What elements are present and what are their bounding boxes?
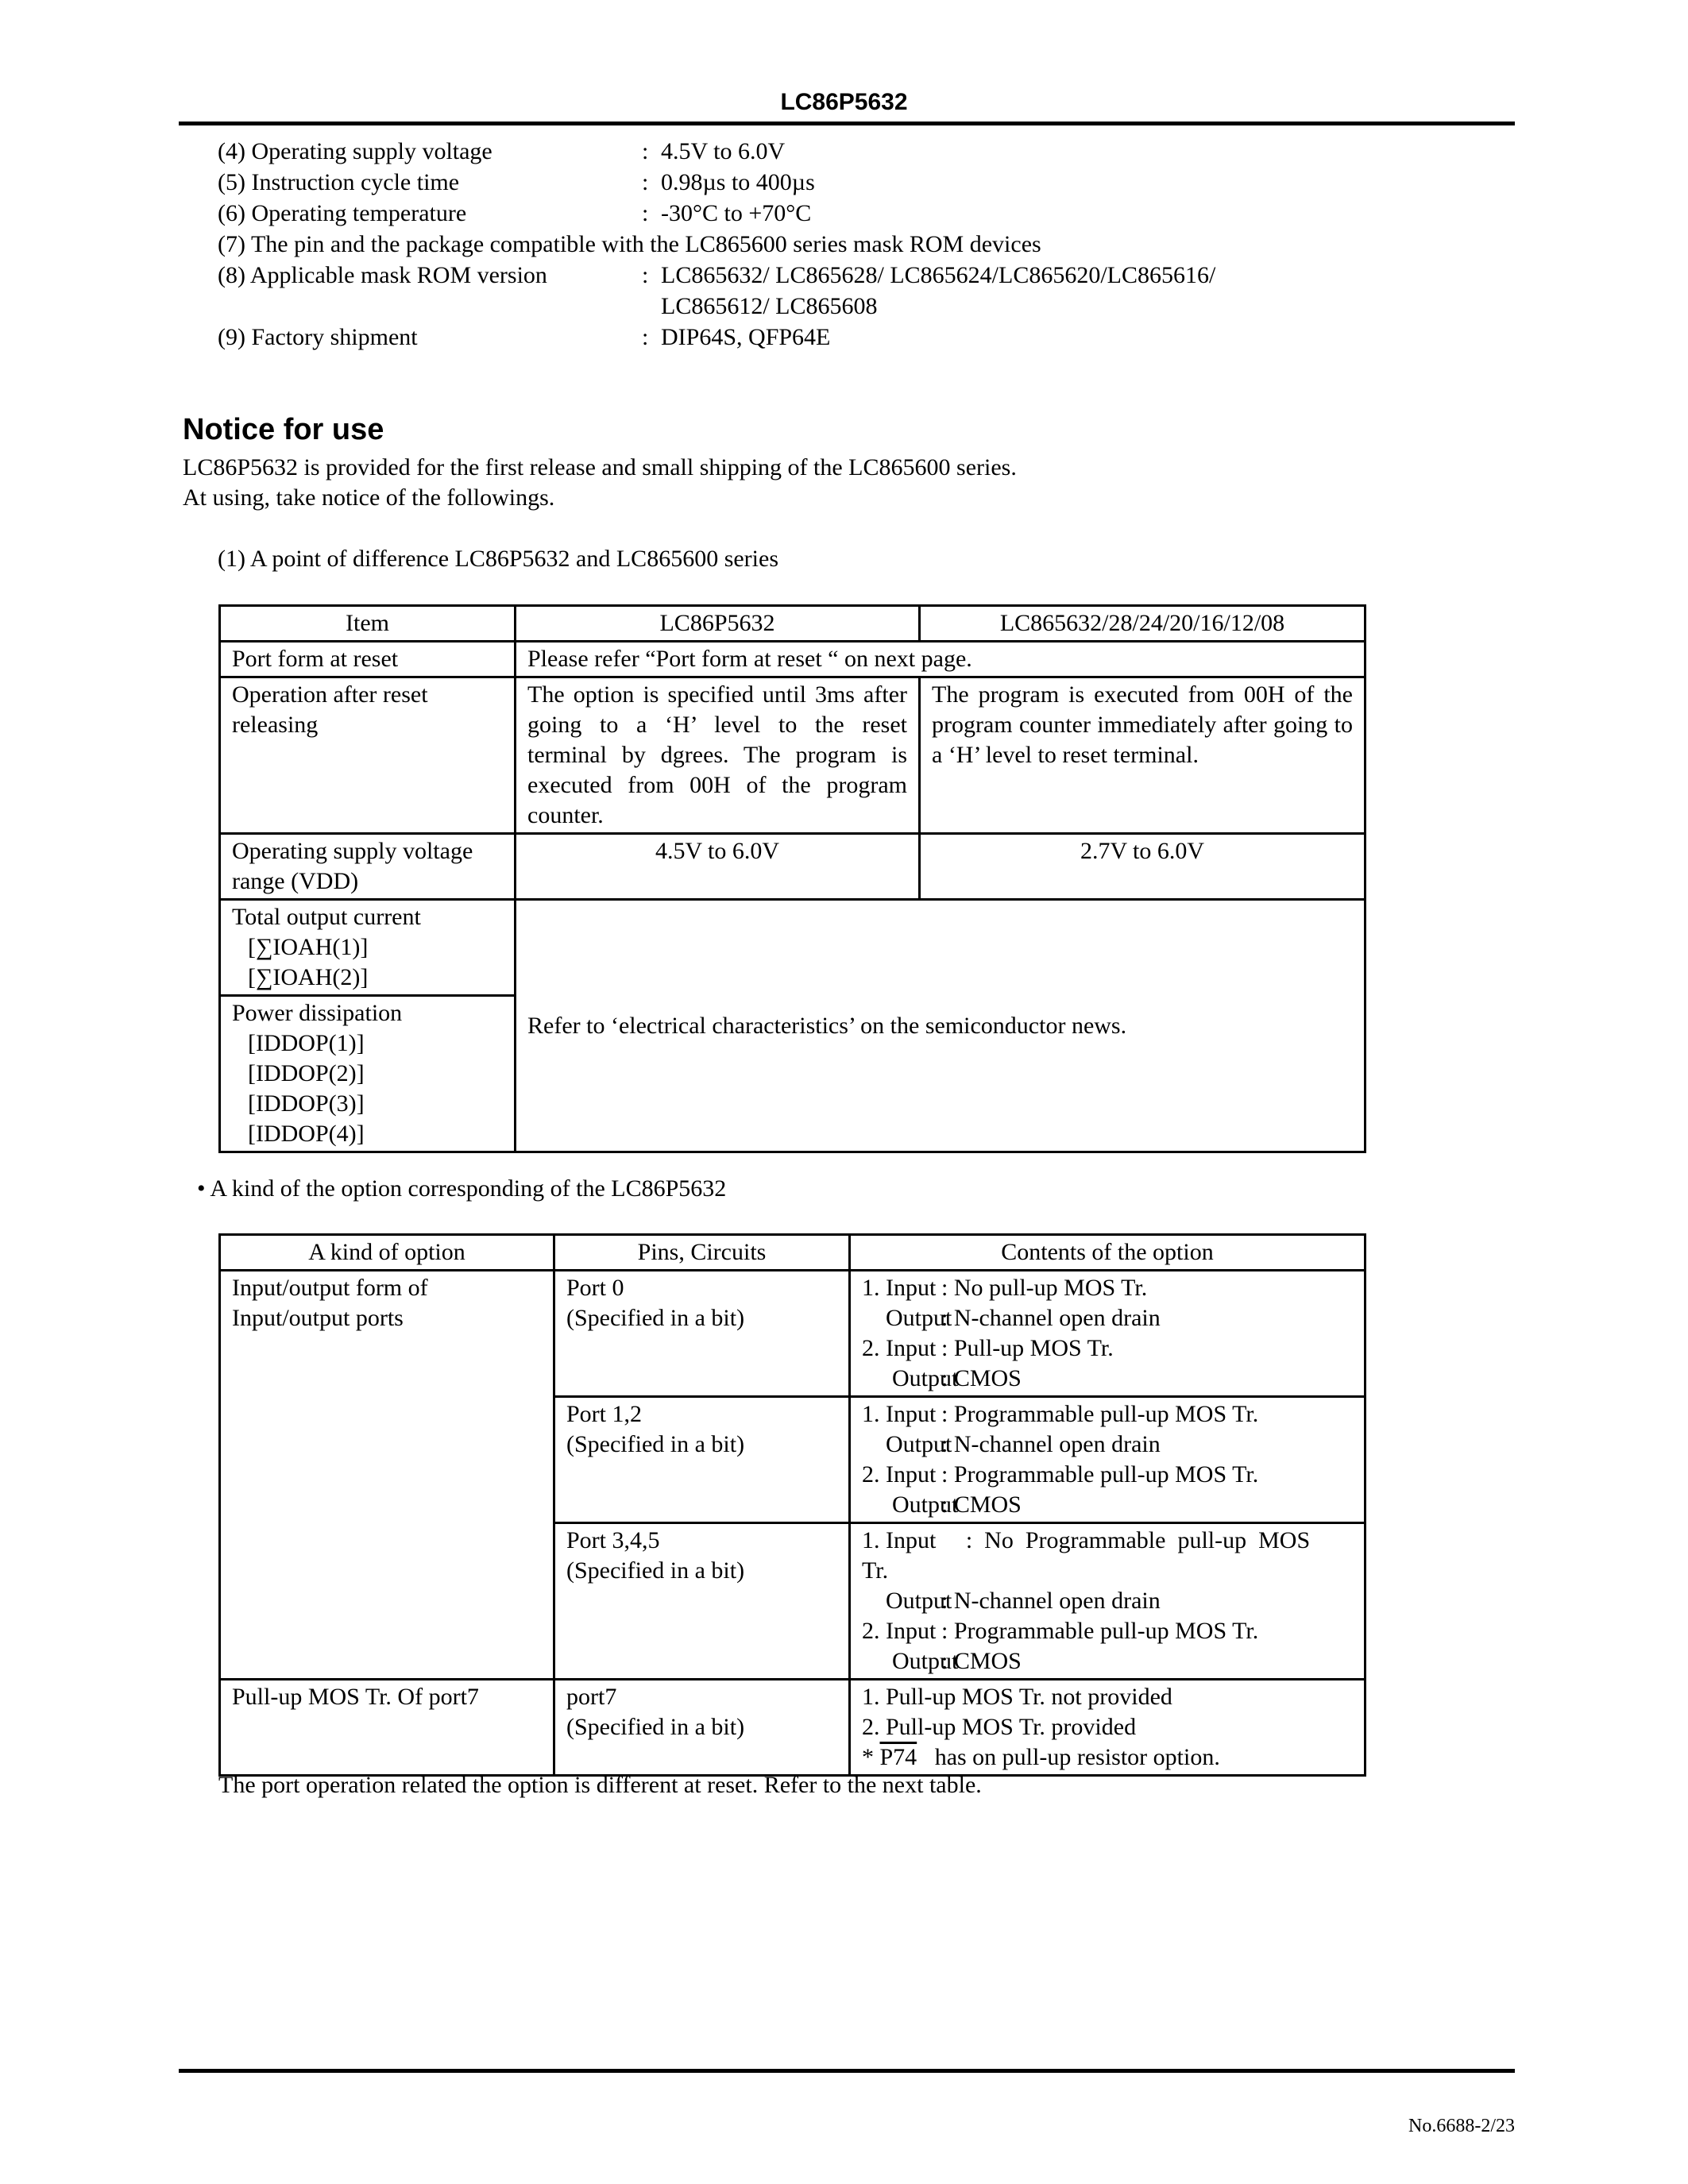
row-item-sub: [IDDOP(3)] bbox=[248, 1090, 365, 1117]
option-value: : CMOS bbox=[941, 1648, 1022, 1674]
row-item-sub: [∑IOAH(2)] bbox=[248, 964, 369, 990]
option-contents bbox=[850, 1397, 1365, 1523]
option-note bbox=[862, 1742, 1353, 1773]
mask-value: 2.7V to 6.0V bbox=[920, 834, 1365, 900]
table-row bbox=[220, 677, 1365, 834]
spec-value: 4.5V to 6.0V bbox=[661, 138, 786, 164]
pin-spec: (Specified in a bit) bbox=[566, 1557, 745, 1584]
option-value: : N-channel open drain bbox=[941, 1431, 1161, 1457]
row-item bbox=[220, 677, 516, 834]
option-value: : N-channel open drain bbox=[941, 1588, 1161, 1614]
option-line bbox=[862, 1646, 1353, 1677]
option-key: Output bbox=[886, 1305, 952, 1331]
option-line: 1. Input : No Programmable pull-up MOS bbox=[862, 1527, 1311, 1553]
notice-heading: Notice for use bbox=[183, 413, 384, 446]
column-header: A kind of option bbox=[220, 1235, 554, 1271]
pin-cell bbox=[554, 1397, 850, 1523]
option-key: 1. Input bbox=[862, 1401, 937, 1427]
option-kind-line: Input/output ports bbox=[232, 1305, 404, 1331]
footer-note: The port operation related the option is different at reset. Refer to the next table. bbox=[218, 1772, 982, 1798]
table-header-row bbox=[220, 1235, 1365, 1271]
spec-colon: : bbox=[642, 138, 649, 164]
column-header: LC86P5632 bbox=[516, 606, 920, 642]
option-kind-line: Input/output form of bbox=[232, 1275, 428, 1301]
pin-cell bbox=[554, 1523, 850, 1680]
option-line bbox=[862, 1273, 1353, 1303]
pin-spec: (Specified in a bit) bbox=[566, 1714, 745, 1740]
row-item-line: Total output current bbox=[232, 904, 421, 930]
column-header: Item bbox=[220, 606, 516, 642]
pin-name: Port 3,4,5 bbox=[566, 1527, 660, 1553]
pin-name: Port 1,2 bbox=[566, 1401, 643, 1427]
option-key: Output bbox=[892, 1648, 959, 1674]
pin-spec: (Specified in a bit) bbox=[566, 1305, 745, 1331]
spec-value: LC865632/ LC865628/ LC865624/LC865620/LC865616/ bbox=[661, 262, 1216, 288]
pin-cell bbox=[554, 1271, 850, 1397]
spec-item bbox=[218, 291, 1489, 322]
spec-value: 0.98µs to 400µs bbox=[661, 169, 815, 195]
option-line bbox=[862, 1616, 1353, 1646]
option-line bbox=[862, 1490, 1353, 1520]
difference-subheading: (1) A point of difference LC86P5632 and LC865600 series bbox=[218, 546, 778, 572]
option-value: : CMOS bbox=[941, 1365, 1022, 1391]
option-value: : Programmable pull-up MOS Tr. bbox=[941, 1401, 1259, 1427]
table-row bbox=[220, 900, 1365, 996]
option-value: : N-channel open drain bbox=[941, 1305, 1161, 1331]
option-key: 2. Input bbox=[862, 1618, 937, 1644]
option-key: 1. Input bbox=[862, 1275, 937, 1301]
option-line bbox=[862, 1399, 1353, 1430]
header-rule bbox=[179, 122, 1515, 125]
option-key: Output bbox=[886, 1588, 952, 1614]
row-item: Port form at reset bbox=[220, 642, 516, 677]
column-header: Contents of the option bbox=[850, 1235, 1365, 1271]
option-value: : CMOS bbox=[941, 1491, 1022, 1518]
page-header-title: LC86P5632 bbox=[780, 89, 908, 115]
spec-item bbox=[218, 230, 1489, 260]
table-header-row bbox=[220, 606, 1365, 642]
option-contents bbox=[850, 1680, 1365, 1776]
option-value: : No pull-up MOS Tr. bbox=[941, 1275, 1148, 1301]
spec-item bbox=[218, 168, 1489, 198]
spec-item bbox=[218, 322, 1489, 353]
row-item bbox=[220, 900, 516, 996]
spec-label: (7) The pin and the package compatible with the LC865600 series mask ROM devices bbox=[218, 231, 1041, 257]
option-table bbox=[218, 1233, 1366, 1777]
option-key: Output bbox=[892, 1491, 959, 1518]
option-line: Tr. bbox=[862, 1557, 889, 1584]
option-kind bbox=[220, 1271, 554, 1680]
note-text: has on pull-up resistor option. bbox=[934, 1744, 1220, 1770]
row-item-sub: [IDDOP(1)] bbox=[248, 1030, 365, 1056]
option-line: 1. Pull-up MOS Tr. not provided bbox=[862, 1684, 1172, 1710]
pin-spec: (Specified in a bit) bbox=[566, 1431, 745, 1457]
row-value: Please refer “Port form at reset “ on next page. bbox=[516, 642, 1365, 677]
pin-name: port7 bbox=[566, 1684, 617, 1710]
spec-label: (4) Operating supply voltage bbox=[218, 138, 492, 164]
row-item-line: range (VDD) bbox=[232, 868, 359, 894]
column-header: Pins, Circuits bbox=[554, 1235, 850, 1271]
spec-label: (8) Applicable mask ROM version bbox=[218, 262, 547, 288]
option-key: Output bbox=[892, 1365, 959, 1391]
option-line bbox=[862, 1430, 1353, 1460]
spec-colon: : bbox=[642, 262, 649, 288]
row-item-sub: [∑IOAH(1)] bbox=[248, 934, 369, 960]
mask-value: The program is executed from 00H of the program counter immediately after going to a ‘H’ level to reset terminal. bbox=[920, 677, 1365, 834]
spec-value: LC865612/ LC865608 bbox=[661, 293, 878, 319]
spec-item bbox=[218, 199, 1489, 229]
column-header: LC865632/28/24/20/16/12/08 bbox=[920, 606, 1365, 642]
pin-name: Port 0 bbox=[566, 1275, 624, 1301]
option-line: 2. Pull-up MOS Tr. provided bbox=[862, 1714, 1137, 1740]
spec-colon: : bbox=[642, 200, 649, 226]
row-item-sub: [IDDOP(2)] bbox=[248, 1060, 365, 1086]
table-row bbox=[220, 834, 1365, 900]
notice-paragraph: At using, take notice of the followings. bbox=[183, 484, 555, 511]
row-item-line: Power dissipation bbox=[232, 1000, 403, 1026]
pin-cell bbox=[554, 1680, 850, 1776]
option-line bbox=[862, 1333, 1353, 1364]
spec-label: (9) Factory shipment bbox=[218, 324, 418, 350]
table-row bbox=[220, 1680, 1365, 1776]
spec-item bbox=[218, 137, 1489, 167]
row-item-line: releasing bbox=[232, 712, 319, 738]
option-key: Output bbox=[886, 1431, 952, 1457]
option-line bbox=[862, 1364, 1353, 1394]
table-row bbox=[220, 1271, 1365, 1397]
note-star: * bbox=[862, 1744, 874, 1770]
row-item-sub: [IDDOP(4)] bbox=[248, 1121, 365, 1147]
table-row bbox=[220, 642, 1365, 677]
spec-colon: : bbox=[642, 169, 649, 195]
spec-label: (6) Operating temperature bbox=[218, 200, 467, 226]
footer-rule bbox=[179, 2069, 1515, 2073]
option-line bbox=[862, 1303, 1353, 1333]
spec-value: DIP64S, QFP64E bbox=[661, 324, 831, 350]
option-line bbox=[862, 1586, 1353, 1616]
option-value: : Programmable pull-up MOS Tr. bbox=[941, 1461, 1259, 1488]
option-line bbox=[862, 1460, 1353, 1490]
option-key: 2. Input bbox=[862, 1461, 937, 1488]
page-number: No.6688-2/23 bbox=[1408, 2116, 1515, 2136]
difference-table bbox=[218, 604, 1366, 1153]
row-item-line: Operating supply voltage bbox=[232, 838, 473, 864]
refer-note: Refer to ‘electrical characteristics’ on the semiconductor news. bbox=[516, 900, 1365, 1152]
row-item-line: Operation after reset bbox=[232, 681, 428, 708]
option-kind: Pull-up MOS Tr. Of port7 bbox=[220, 1680, 554, 1776]
option-contents bbox=[850, 1523, 1365, 1680]
otp-value: The option is specified until 3ms after going to a ‘H’ level to the reset terminal by dgrees. The program is executed from 00H of the program counter. bbox=[516, 677, 920, 834]
spec-label: (5) Instruction cycle time bbox=[218, 169, 460, 195]
note-pin: P74 bbox=[879, 1744, 917, 1770]
otp-value: 4.5V to 6.0V bbox=[516, 834, 920, 900]
option-value: : Programmable pull-up MOS Tr. bbox=[941, 1618, 1259, 1644]
option-key: 2. Input bbox=[862, 1335, 937, 1361]
notice-paragraph: LC86P5632 is provided for the first release and small shipping of the LC865600 series. bbox=[183, 454, 1017, 480]
option-contents bbox=[850, 1271, 1365, 1397]
row-item bbox=[220, 834, 516, 900]
option-intro: • A kind of the option corresponding of the LC86P5632 bbox=[197, 1175, 727, 1202]
spec-colon: : bbox=[642, 324, 649, 350]
row-item bbox=[220, 996, 516, 1152]
spec-item bbox=[218, 260, 1489, 291]
spec-value: -30°C to +70°C bbox=[661, 200, 812, 226]
option-value: : Pull-up MOS Tr. bbox=[941, 1335, 1114, 1361]
